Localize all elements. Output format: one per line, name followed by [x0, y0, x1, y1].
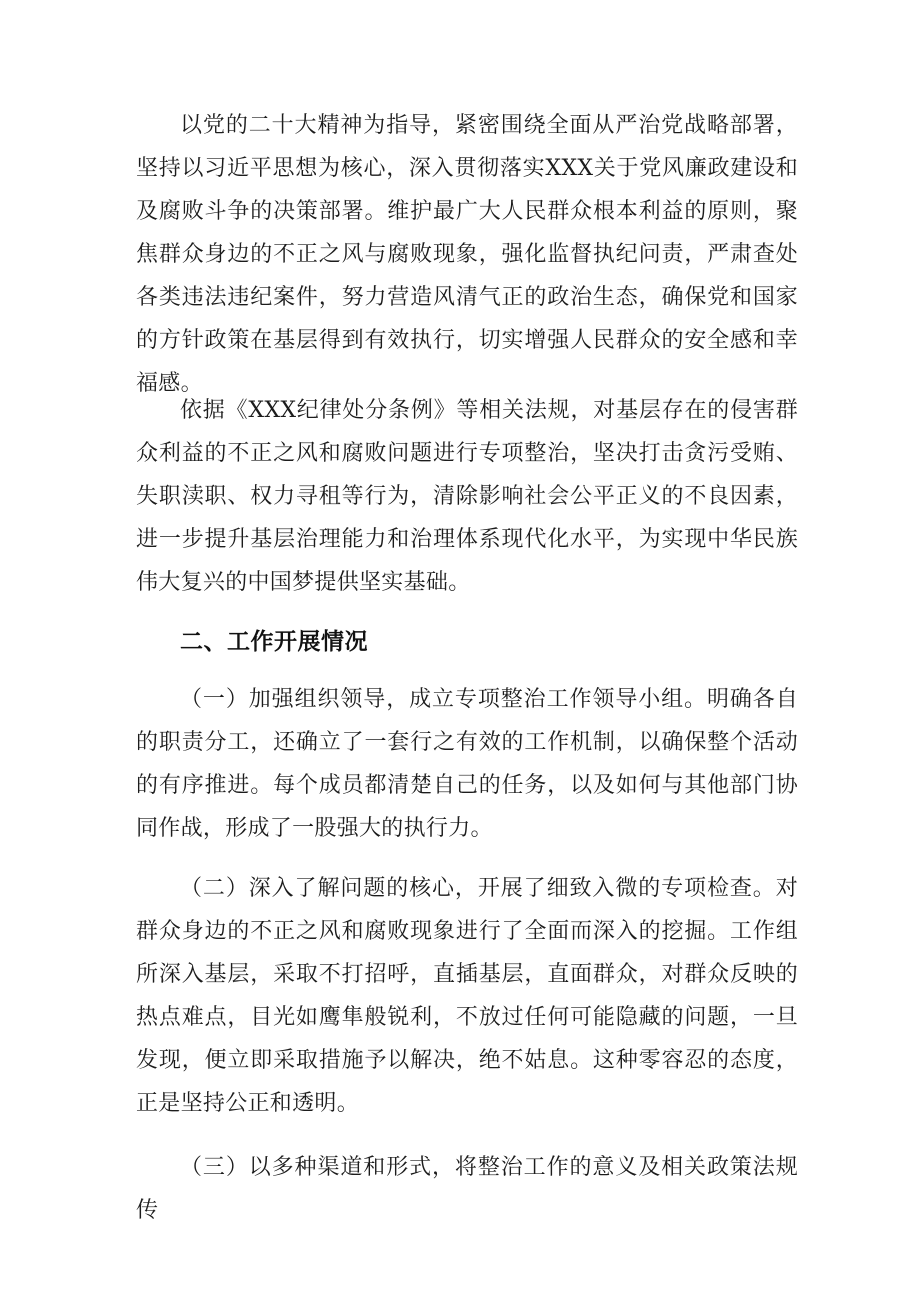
body-paragraph-item-3: （三）以多种渠道和形式，将整治工作的意义及相关政策法规传: [136, 1155, 798, 1223]
body-paragraph-guiding-principle: 以党的二十大精神为指导，紧密围绕全面从严治党战略部署，坚持以习近平思想为核心，深入贯彻落实XXX关于党风廉政建设和及腐败斗争的决策部署。维护最广大人民群众根本利益的原则，聚焦群众身边的不正之风与腐败现象，强化监督执纪问责，严肃查处各类违法违纪案件，努力营造风清气正的政治生态，确保党和国家的方针政策在基层得到有效执行，切实增强人民群众的安全感和幸福感。: [136, 113, 798, 396]
section-heading: 二、工作开展情况: [180, 629, 368, 655]
body-paragraph-item-1: （一）加强组织领导，成立专项整治工作领导小组。明确各自的职责分工，还确立了一套行之有效的工作机制，以确保整个活动的有序推进。每个成员都清楚自己的任务，以及如何与其他部门协同作战，形成了一股强大的执行力。: [136, 687, 798, 841]
body-paragraph-item-2: （二）深入了解问题的核心，开展了细致入微的专项检查。对群众身边的不正之风和腐败现象进行了全面而深入的挖掘。工作组所深入基层，采取不打招呼，直插基层，直面群众，对群众反映的热点难点，目光如鹰隼般锐利，不放过任何可能隐藏的问题，一旦发现，便立即采取措施予以解决，绝不姑息。这种零容忍的态度，正是坚持公正和透明。: [136, 876, 798, 1116]
body-paragraph-legal-basis: 依据《XXX纪律处分条例》等相关法规，对基层存在的侵害群众利益的不正之风和腐败问题进行专项整治，坚决打击贪污受贿、失职渎职、权力寻租等行为，清除影响社会公平正义的不良因素，进一步提升基层治理能力和治理体系现代化水平，为实现中华民族伟大复兴的中国梦提供坚实基础。: [136, 398, 798, 595]
